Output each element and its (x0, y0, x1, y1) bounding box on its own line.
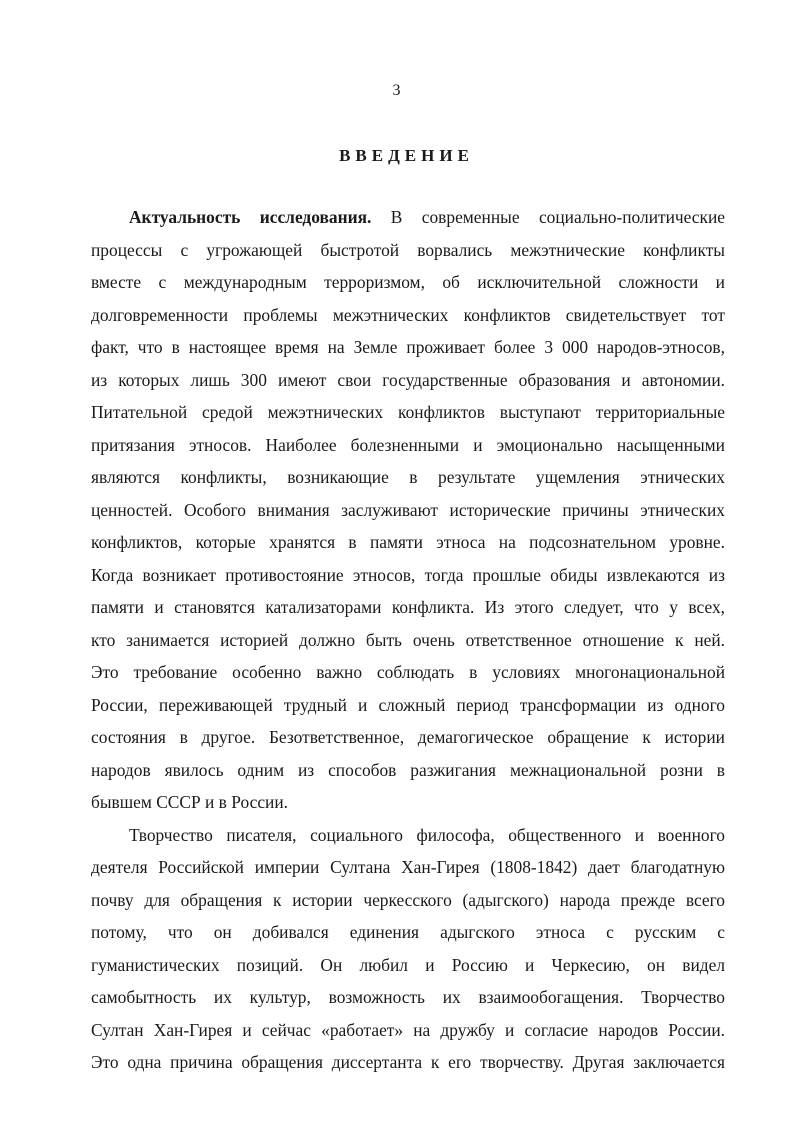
paragraph-1-line: Это требование особенно важно соблюдать в условиях многонациональной (91, 662, 725, 682)
first-line-rest: В современные социально-политические (371, 207, 725, 227)
paragraph-2-line: почву для обращения к истории черкесского (адыгского) народа прежде всего (91, 889, 725, 910)
paragraph-1-line: состояния в другое. Безответственное, демагогическое обращение к истории (91, 727, 725, 747)
page-number: 3 (392, 82, 401, 99)
paragraph-1-line: памяти и становятся катализаторами конфликта. Из этого следует, что у всех, (91, 597, 725, 617)
paragraph-1-last-line: бывшем СССР и в России. (91, 792, 289, 812)
paragraph-1-line: России, переживающей трудный и сложный период трансформации из одного (91, 694, 725, 715)
paragraph-1-line: Когда возникает противостояние этносов, тогда прошлые обиды извлекаются из (91, 564, 725, 585)
paragraph-2-line: гуманистических позиций. Он любил и Россию и Черкесию, он видел (91, 954, 725, 975)
paragraph-1-line: вместе с международным терроризмом, об исключительной сложности и (91, 272, 725, 292)
paragraph-2-line: деятеля Российской империи Султана Хан-Гирея (1808-1842) дает благодатную (91, 857, 725, 877)
section-title: ВВЕДЕНИЕ (339, 146, 474, 165)
paragraph-1-line: из которых лишь 300 имеют свои государственные образования и автономии. (91, 369, 725, 390)
paragraph-2-line: самобытность их культур, возможность их взаимообогащения. Творчество (91, 987, 725, 1007)
paragraph-1-line: процессы с угрожающей быстротой ворвались межэтнические конфликты (91, 239, 725, 260)
lead-phrase: Актуальность исследования. (129, 207, 372, 227)
paragraph-1-line: факт, что в настоящее время на Земле проживает более 3 000 народов-этносов, (91, 337, 725, 357)
paragraph-2-line: Султан Хан-Гирея и сейчас «работает» на дружбу и согласие народов России. (91, 1019, 725, 1040)
paragraph-2-line: потому, что он добивался единения адыгского этноса с русским с (91, 922, 725, 942)
body-text (91, 201, 725, 1079)
paragraph-1-line: ценностей. Особого внимания заслуживают исторические причины этнических (91, 499, 725, 520)
paragraph-1-line: являются конфликты, возникающие в результате ущемления этнических (91, 467, 725, 487)
paragraph-1-line: Питательной средой межэтнических конфликтов выступают территориальные (91, 402, 725, 422)
paragraph-2-line: Творчество писателя, социального философа, общественного и военного (129, 824, 725, 845)
paragraph-1-line: долговременности проблемы межэтнических конфликтов свидетельствует тот (91, 304, 725, 325)
paragraph-1-line-1 (91, 201, 725, 234)
paragraph-2-line: Это одна причина обращения диссертанта к его творчеству. Другая заключается (91, 1052, 725, 1072)
paragraph-1-line: притязания этносов. Наиболее болезненными и эмоционально насыщенными (91, 434, 725, 455)
paragraph-1-line: конфликтов, которые хранятся в памяти этноса на подсознательном уровне. (91, 532, 725, 552)
paragraph-1-line: народов явилось одним из способов разжигания межнациональной розни в (91, 759, 725, 780)
paragraph-1-line: кто занимается историей должно быть очень ответственное отношение к ней. (91, 629, 725, 650)
